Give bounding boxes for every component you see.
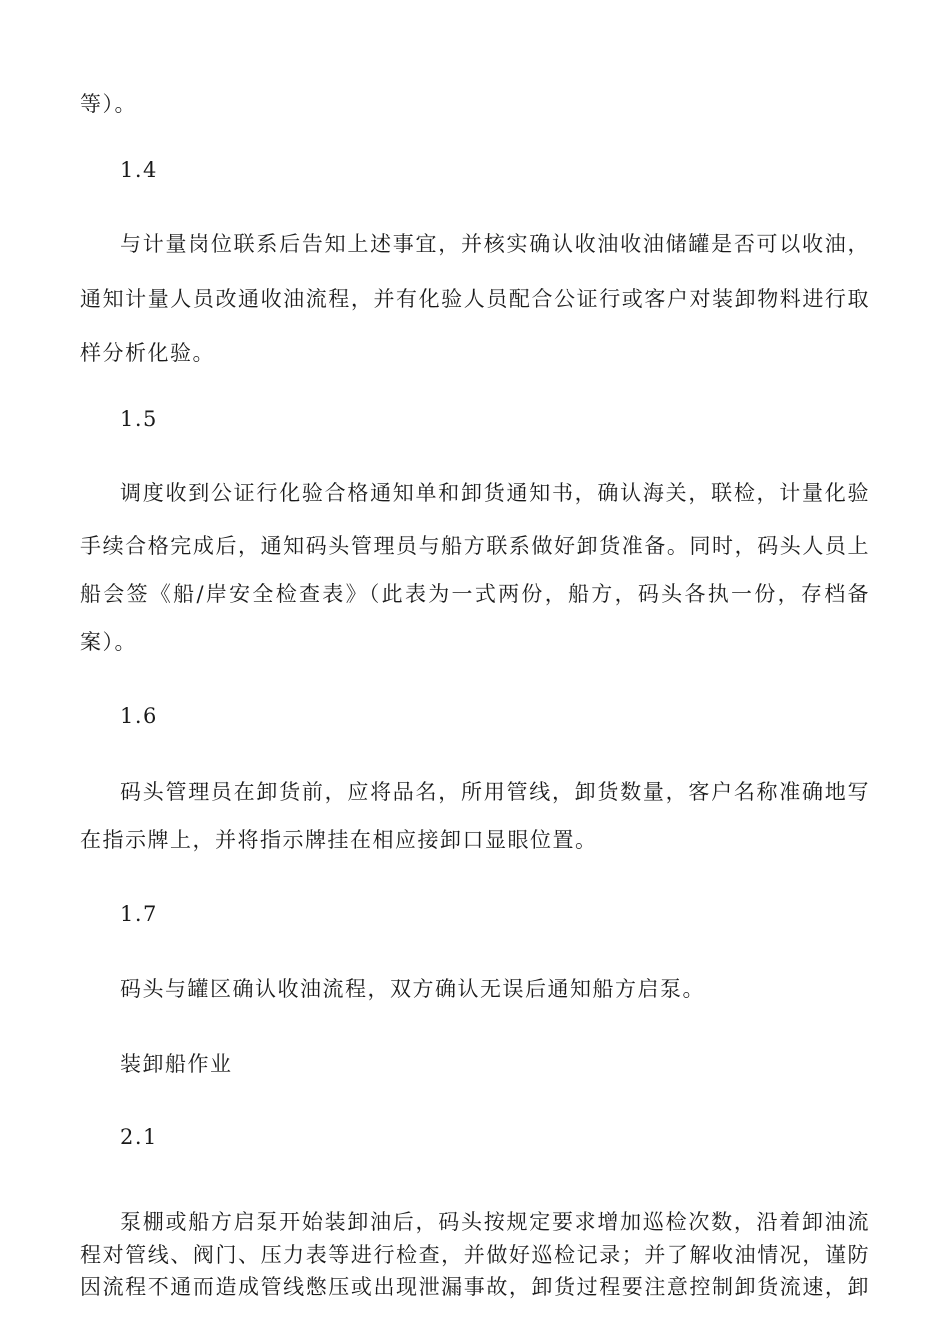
paragraph-1-5-line-2: 手续合格完成后，通知码头管理员与船方联系做好卸货准备。同时，码头人员上 [80, 534, 870, 558]
section-number-1-6: 1.6 [120, 704, 158, 728]
paragraph-1-5-line-3: 船会签《船/岸安全检查表》（此表为一式两份，船方，码头各执一份，存档备 [80, 582, 870, 606]
paragraph-1-6-line-2: 在指示牌上，并将指示牌挂在相应接卸口显眼位置。 [80, 828, 598, 852]
paragraph-2-1-line-2: 程对管线、阀门、压力表等进行检查，并做好巡检记录；并了解收油情况，谨防 [80, 1243, 870, 1267]
paragraph-1-5-line-4: 案）。 [80, 630, 137, 654]
paragraph-1-7-line-1: 码头与罐区确认收油流程，双方确认无误后通知船方启泵。 [120, 977, 705, 1001]
paragraph-2-1-line-3: 因流程不通而造成管线憋压或出现泄漏事故，卸货过程要注意控制卸货流速，卸 [80, 1275, 870, 1299]
paragraph-1-4-line-1: 与计量岗位联系后告知上述事宜，并核实确认收油收油储罐是否可以收油， [120, 232, 870, 256]
section-number-2-1: 2.1 [120, 1125, 158, 1149]
section-number-1-4: 1.4 [120, 158, 158, 182]
paragraph-1-4-line-2: 通知计量人员改通收油流程，并有化验人员配合公证行或客户对装卸物料进行取 [80, 287, 870, 311]
section-number-1-7: 1.7 [120, 902, 158, 926]
section-heading-loading-unloading: 装卸船作业 [120, 1052, 233, 1076]
section-number-1-5: 1.5 [120, 407, 158, 431]
paragraph-1-4-line-3: 样分析化验。 [80, 341, 215, 365]
paragraph-1-5-line-1: 调度收到公证行化验合格通知单和卸货通知书，确认海关，联检，计量化验 [120, 481, 870, 505]
paragraph-2-1-line-1: 泵棚或船方启泵开始装卸油后，码头按规定要求增加巡检次数，沿着卸油流 [120, 1210, 870, 1234]
paragraph-1-6-line-1: 码头管理员在卸货前，应将品名，所用管线，卸货数量，客户名称准确地写 [120, 780, 870, 804]
paragraph-continuation-line: 等）。 [80, 92, 137, 116]
